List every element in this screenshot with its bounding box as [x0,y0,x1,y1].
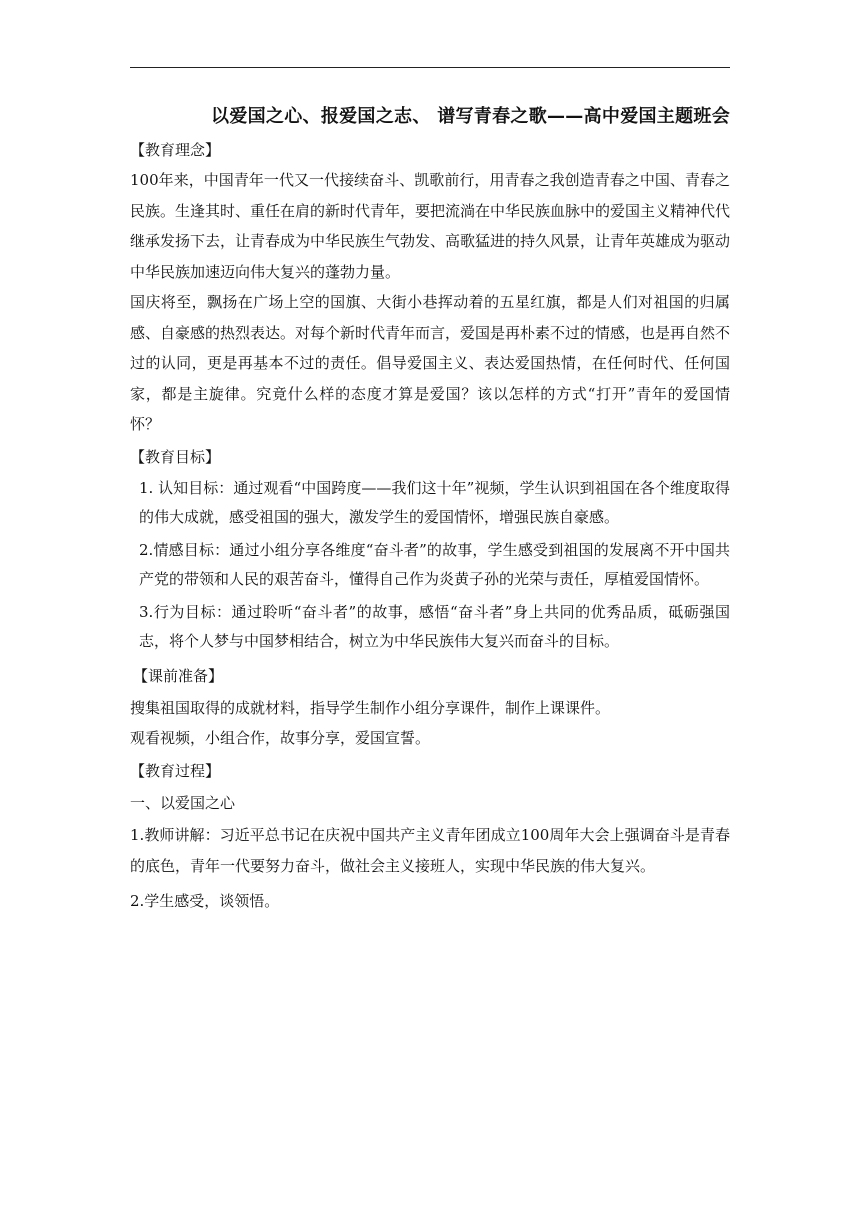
section-heading-prep: 【课前准备】 [133,666,224,685]
document-body [130,102,730,917]
process-item-2: 2.学生感受，谈领悟。 [130,892,280,910]
prep-line-2: 观看视频，小组合作，故事分享，爱国宣誓。 [130,729,431,747]
idea-paragraph-2: 国庆将至，飘扬在广场上空的国旗、大街小巷挥动着的五星红旗，都是人们对祖国的归属感、自豪感的热烈表达。对每个新时代青年而言，爱国是再朴素不过的情感，也是再自然不过的认同，更是再基本不过的责任。倡导爱国主义、表达爱国热情，在任何时代、任何国家，都是主旋律。究竟什么样的态度才算是爱国？该以怎样的方式“打开”青年的爱国情怀？ [130,293,731,433]
prep-line-1: 搜集祖国取得的成就材料，指导学生制作小组分享课件，制作上课课件。 [130,698,611,717]
goal-item-behavioral: 3.行为目标：通过聆听“奋斗者”的故事，感悟“奋斗者”身上共同的优秀品质，砥砺强国志，将个人梦与中国梦相结合，树立为中华民族伟大复兴而奋斗的目标。 [139,602,730,650]
header-rule [130,67,730,68]
idea-paragraph-1: 100年来，中国青年一代又一代接续奋斗、凯歌前行，用青春之我创造青春之中国、青春之民族。生逢其时、重任在肩的新时代青年，要把流淌在中华民族血脉中的爱国主义精神代代继承发扬下去，让青春成为中华民族生气勃发、高歌猛进的持久风景，让青年英雄成为驱动中华民族加速迈向伟大复兴的蓬勃力量。 [130,171,731,281]
section-heading-idea: 【教育理念】 [130,141,221,159]
goal-item-emotional: 2.情感目标：通过小组分享各维度“奋斗者”的故事，学生感受到祖国的发展离不开中国共产党的带领和人民的艰苦奋斗，懂得自己作为炎黄子孙的光荣与责任，厚植爱国情怀。 [139,540,730,588]
goal-item-cognitive: 1. 认知目标：通过观看“中国跨度——我们这十年”视频，学生认识到祖国在各个维度取得的伟大成就，感受祖国的强大，激发学生的爱国情怀，增强民族自豪感。 [139,478,730,526]
document-title: 以爱国之心、报爱国之志、 谱写青春之歌——高中爱国主题班会 [211,106,730,127]
process-subheading: 一、以爱国之心 [130,793,236,812]
section-heading-goals: 【教育目标】 [130,447,221,466]
section-heading-process: 【教育过程】 [130,761,221,780]
process-item-1: 1.教师讲解：习近平总书记在庆祝中国共产主义青年团成立100周年大会上强调奋斗是青春的底色，青年一代要努力奋斗，做社会主义接班人，实现中华民族的伟大复兴。 [130,826,730,875]
